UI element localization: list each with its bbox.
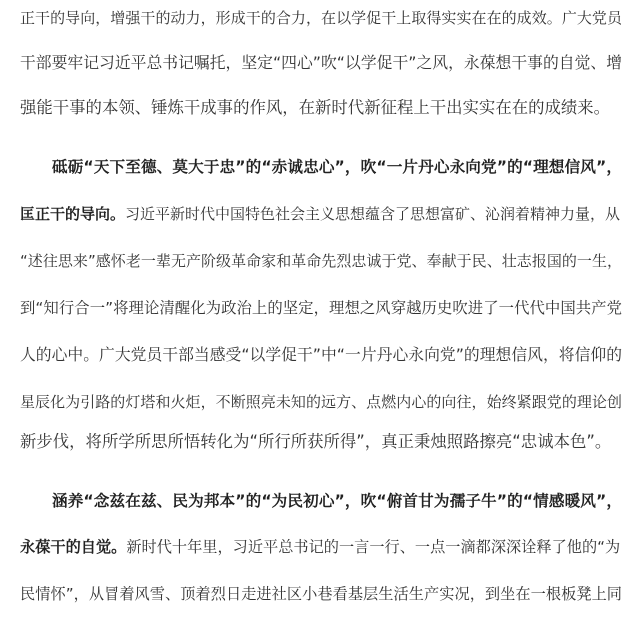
paragraph-2-line-5: 人的心中。广大党员干部当感受“以学促干”中“一片丹心永向党”的理想信风，将信仰的 [20, 345, 622, 364]
paragraph-2-line-6: 星辰化为引路的灯塔和火炬，不断照亮未知的远方、点燃内心的向往，始终紧跟党的理论创 [20, 393, 622, 411]
paragraph-2-line-3: “述往思来”感怀老一辈无产阶级革命家和革命先烈忠诚于党、奉献于民、壮志报国的一生， [20, 252, 622, 270]
paragraph-2-line-7: 新步伐，将所学所思所悟转化为“所行所获所得”，真正秉烛照路擦亮“忠诚本色”。 [20, 432, 612, 451]
paragraph-3-line-3: 民情怀”，从冒着风雪、顶着烈日走进社区小巷看基层生活生产实况，到坐在一根板凳上同 [20, 585, 622, 603]
paragraph-2-line-4: 到“知行合一”将理论清醒化为政治上的坚定，理想之风穿越历史吹进了一代代中国共产党 [20, 299, 622, 317]
paragraph-1-line-1: 正干的导向，增强干的动力，形成干的合力，在以学促干上取得实实在在的成效。广大党员 [20, 9, 622, 27]
paragraph-2-lead-bold: 匡正干的导向。 [20, 205, 126, 223]
paragraph-1-line-2: 干部要牢记习近平总书记嘱托，坚定“四心”吹“以学促干”之风，永葆想干事的自觉、增 [20, 53, 622, 72]
paragraph-2-heading: 砥砺“天下至德、莫大于忠”的“赤诚忠心”，吹“一片丹心永向党”的“理想信风”， [52, 158, 622, 176]
paragraph-3-line-2 [20, 529, 622, 565]
paragraph-1-line-3: 强能干事的本领、锤炼干成事的作风，在新时代新征程上干出实实在在的成绩来。 [20, 98, 611, 117]
paragraph-3-heading: 涵养“念兹在兹、民为邦本”的“为民初心”，吹“俯首甘为孺子牛”的“情感暖风”， [52, 492, 622, 510]
paragraph-2-line-2 [20, 196, 622, 232]
paragraph-2-line-2-text: 习近平新时代中国特色社会主义思想蕴含了思想富矿、沁润着精神力量，从 [125, 205, 621, 223]
paragraph-3-lead-bold: 永葆干的自觉。 [20, 538, 127, 556]
paragraph-3-line-2-text: 新时代十年里，习近平总书记的一言一行、一点一滴都深深诠释了他的“为 [126, 538, 621, 556]
